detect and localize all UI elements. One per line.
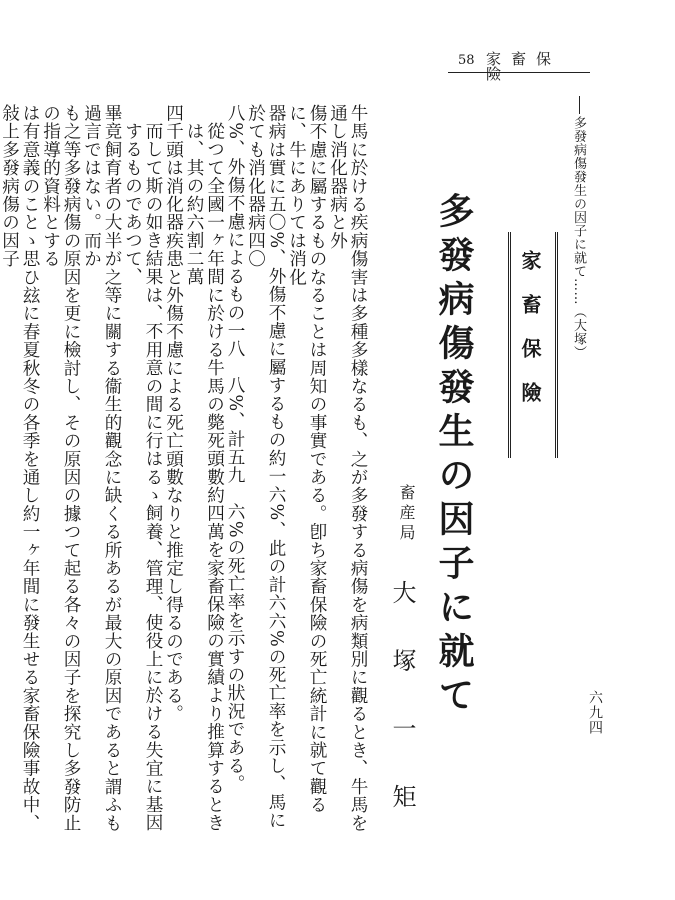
header-journal-title: 家畜保險 xyxy=(486,50,562,83)
body-line: 器病は實に五〇%、外傷不慮に屬するもの約一六%、此の計六六%の死亡率を示し、馬に於ても消化器病四〇 xyxy=(245,104,286,830)
body-text xyxy=(0,104,368,844)
author-name: 大塚一矩 xyxy=(388,580,416,852)
body-line: 八%、外傷不慮によるもの一八 八%、計五九 六%の死亡率を示すの狀況である。 xyxy=(225,104,245,793)
body-line: 而して斯の如き結果は、不用意の間に行はるゝ飼養、管理、使役上に於ける失宜に基因するものであつて、 xyxy=(122,121,163,832)
body-line: 畢竟飼育者の大半が之等に關する衞生的觀念に缺くる所あるが最大の原因であると謂ふも過言ではない。而か xyxy=(81,104,122,832)
section-heading: 家畜保險 xyxy=(518,250,542,426)
author-affiliation: 畜産局 xyxy=(397,484,416,544)
body-line: 牛馬に於ける疾病傷害は多種多樣なるも、之が多發する病傷を病類別に觀るとき、牛馬を通し消化器病と外 xyxy=(327,104,368,832)
body-line: 從つて全國一ヶ年間に於ける牛馬の斃死頭數約四萬を家畜保險の實績より推算するときは、其の約六割二萬 xyxy=(184,121,225,832)
header-page-number: 58 xyxy=(458,53,475,68)
article-title: 多發病傷發生の因子に就て xyxy=(433,192,475,720)
header-rule xyxy=(448,72,590,73)
side-running-title: 多發病傷發生の因子に就て……（大塚） xyxy=(571,116,586,359)
body-line: も之等多發病傷の原因を更に檢討し、その原因の據つて起る各々の因子を探究し多發防止の指導的資料とする xyxy=(40,104,81,832)
page-number-kanji: 六九四 xyxy=(587,690,603,735)
body-line: は有意義のことゝ思ひ玆に春夏秋冬の各季を通し約一ヶ年間に發生せる家畜保險事故中、敍上多發病傷の因子 xyxy=(0,104,40,832)
body-line: 傷不慮に屬するものなることは周知の事實である。卽ち家畜保險の死亡統計に就て觀るに、牛にありては消化 xyxy=(286,104,327,814)
body-line: 四千頭は消化器疾患と外傷不慮による死亡頭數なりと推定し得るのである。 xyxy=(163,104,184,723)
side-title-rule xyxy=(579,96,580,114)
